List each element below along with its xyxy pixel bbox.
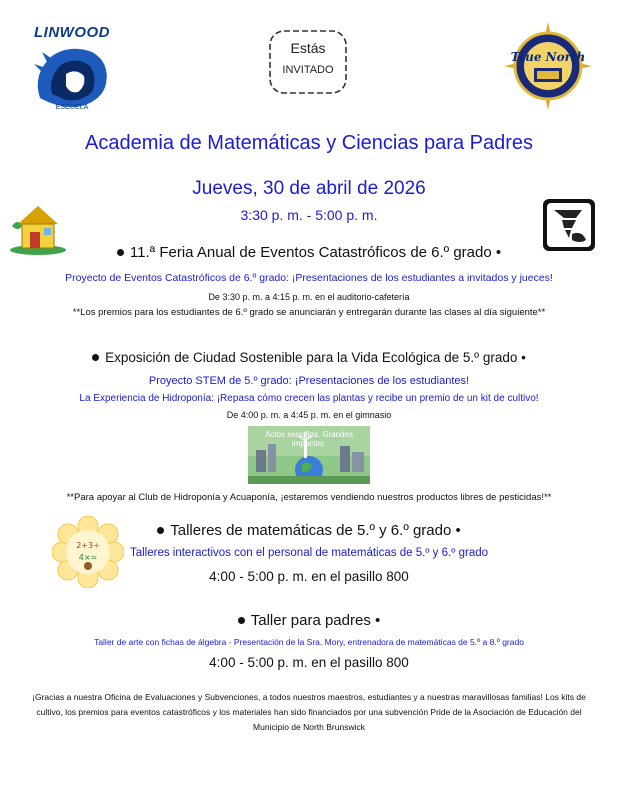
page-title: Academia de Matemáticas y Ciencias para Padres bbox=[85, 132, 533, 154]
section-parent-workshop-title-text: Taller para padres • bbox=[250, 612, 381, 629]
thanks-paragraph: ¡Gracias a nuestra Oficina de Evaluaciones y Subvenciones, a todos nuestros maestros, estudiantes y a nuestras maravillosas familias! Los kits de cultivo, los premios para eventos catastróficos y los materiales han sido financiados por una subvención Pride de la Asociación de Educación del Municipio de North Brunswick bbox=[32, 692, 586, 732]
lion-logo-icon bbox=[22, 34, 122, 114]
image-caption: Actos sencillos. Grandes impactos. bbox=[264, 430, 354, 448]
bullet-icon bbox=[157, 527, 164, 534]
bullet-icon bbox=[92, 354, 99, 361]
sustainable-city-image bbox=[248, 426, 370, 484]
section-catastrophic-title-text: 11.ª Feria Anual de Eventos Catastróficos de 6.º grado • bbox=[129, 244, 502, 261]
compass-logo-icon bbox=[504, 22, 592, 110]
event-date: Jueves, 30 de abril de 2026 bbox=[192, 178, 426, 199]
invite-line-1: Estás bbox=[290, 40, 326, 56]
section-sustainable-title-text: Exposición de Ciudad Sostenible para la Vida Ecológica de 5.º grado • bbox=[105, 350, 526, 365]
section-parent-workshop-subtitle: Taller de arte con fichas de álgebra - Presentación de la Sra. Mory, entrenadora de matemáticas de 5.º a 8.º grado bbox=[94, 637, 524, 647]
invitation-badge bbox=[265, 26, 351, 98]
section-parent-workshop-when: 4:00 - 5:00 p. m. en el pasillo 800 bbox=[209, 655, 409, 670]
scalloped-badge-icon bbox=[265, 26, 351, 98]
svg-text:4×=: 4×= bbox=[78, 553, 98, 562]
bullet-icon bbox=[238, 617, 245, 624]
section-sustainable-subtitle-2: La Experiencia de Hidroponía: ¡Repasa cómo crecen las plantas y recibe un premio de un kit de cultivo! bbox=[79, 393, 539, 404]
section-sustainable-title bbox=[0, 350, 618, 365]
section-catastrophic-when: De 3:30 p. m. a 4:15 p. m. en el auditorio-cafetería bbox=[208, 292, 410, 302]
event-time: 3:30 p. m. - 5:00 p. m. bbox=[240, 207, 378, 223]
section-sustainable-when: De 4:00 p. m. a 4:45 p. m. en el gimnasio bbox=[226, 410, 392, 420]
school-logo bbox=[22, 24, 122, 116]
section-math-workshops-title-text: Talleres de matemáticas de 5.º y 6.º grado • bbox=[170, 522, 461, 539]
school-logo-text: LINWOOD bbox=[34, 24, 110, 41]
partner-logo-text: True North bbox=[510, 50, 586, 64]
section-math-workshops-subtitle: Talleres interactivos con el personal de matemáticas de 5.º y 6.º grado bbox=[129, 547, 489, 559]
svg-text:2+3÷: 2+3÷ bbox=[76, 541, 100, 550]
partner-logo bbox=[504, 22, 592, 110]
school-logo-sub: ESCUELA bbox=[55, 104, 89, 111]
section-catastrophic-subtitle: Proyecto de Eventos Catastróficos de 6.º grado: ¡Presentaciones de los estudiantes a invitados y jueces! bbox=[65, 272, 553, 284]
section-catastrophic-title bbox=[0, 244, 618, 261]
bullet-icon bbox=[117, 249, 124, 256]
section-math-workshops-title bbox=[0, 522, 618, 539]
section-catastrophic-note: **Los premios para los estudiantes de 6.º grado se anunciarán y entregarán durante las clases al día siguiente** bbox=[72, 307, 546, 318]
section-math-workshops-when: 4:00 - 5:00 p. m. en el pasillo 800 bbox=[209, 569, 409, 584]
invite-line-2: INVITADO bbox=[282, 64, 334, 76]
section-parent-workshop-title bbox=[0, 612, 618, 629]
section-sustainable-subtitle: Proyecto STEM de 5.º grado: ¡Presentaciones de los estudiantes! bbox=[148, 375, 470, 387]
hydroponics-note: **Para apoyar al Club de Hidroponía y Acuaponía, ¡estaremos vendiendo nuestros productos libres de pesticidas!** bbox=[66, 492, 552, 503]
